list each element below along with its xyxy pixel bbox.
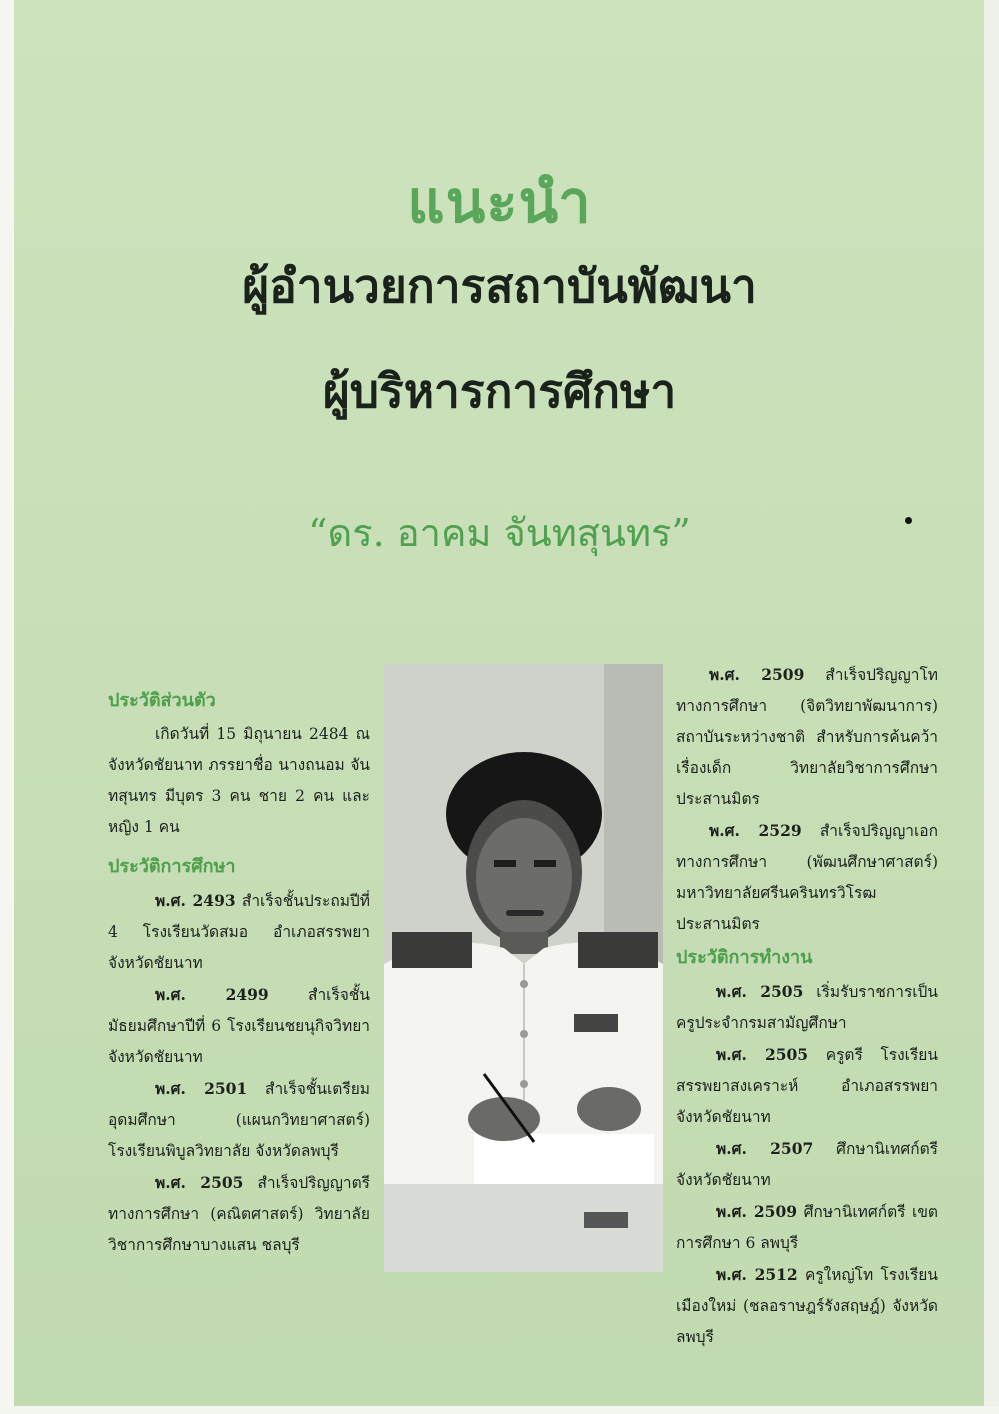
portrait-illustration bbox=[384, 664, 663, 1272]
work-text: ศึกษานิเทศก์ตรี เขตการศึกษา 6 ลพบุรี bbox=[676, 1203, 938, 1252]
personal-text: เกิดวันที่ 15 มิถุนายน 2484 ณ จังหวัดชัยนาท ภรรยาชื่อ นางถนอม จันทสุนทร มีบุตร 3 คน ชาย 2 คน และหญิง 1 คน bbox=[108, 725, 370, 836]
section-heading-work: ประวัติการทำงาน bbox=[676, 947, 813, 968]
education-year: พ.ศ. 2493 bbox=[155, 891, 236, 910]
education-year: พ.ศ. 2509 bbox=[709, 665, 805, 684]
work-year: พ.ศ. 2509 bbox=[716, 1202, 798, 1221]
portrait-photo bbox=[384, 664, 663, 1272]
work-item bbox=[676, 1039, 938, 1133]
work-text: ครูใหญ่โท โรงเรียนเมืองใหม่ (ชลอราษฎร์รังสฤษฎ์) จังหวัดลพบุรี bbox=[676, 1266, 938, 1346]
title-line-2: ผู้บริหารการศึกษา bbox=[322, 364, 677, 418]
work-item bbox=[676, 1259, 938, 1353]
right-column bbox=[676, 659, 938, 1353]
section-heading-education: ประวัติการศึกษา bbox=[108, 856, 236, 877]
work-text: เริ่มรับราชการเป็นครูประจำกรมสามัญศึกษา bbox=[676, 983, 938, 1032]
work-year: พ.ศ. 2507 bbox=[716, 1139, 814, 1158]
work-item bbox=[676, 1196, 938, 1259]
education-item bbox=[108, 1167, 370, 1261]
education-year: พ.ศ. 2529 bbox=[709, 821, 802, 840]
section-heading-personal: ประวัติส่วนตัว bbox=[108, 690, 216, 711]
education-item bbox=[108, 1073, 370, 1167]
education-year: พ.ศ. 2505 bbox=[155, 1173, 244, 1192]
education-text: สำเร็จปริญญาเอกทางการศึกษา (พัฒนศึกษาศาสตร์) มหาวิทยาลัยศรีนครินทรวิโรฒ ประสานมิตร bbox=[676, 822, 938, 933]
education-year: พ.ศ. 2501 bbox=[155, 1079, 248, 1098]
ink-dot bbox=[905, 517, 912, 524]
work-item bbox=[676, 1133, 938, 1196]
education-text: สำเร็จปริญญาตรีทางการศึกษา (คณิตศาสตร์) วิทยาลัยวิชาการศึกษาบางแสน ชลบุรี bbox=[108, 1174, 370, 1254]
title-line-1: ผู้อำนวยการสถาบันพัฒนา bbox=[242, 259, 757, 313]
work-year: พ.ศ. 2505 bbox=[716, 982, 804, 1001]
education-text: สำเร็จปริญญาโททางการศึกษา (จิตวิทยาพัฒนาการ) สถาบันระหว่างชาติ สำหรับการค้นคว้าเรื่องเด็ก วิทยาลัยวิชาการศึกษา ประสานมิตร bbox=[676, 666, 938, 808]
education-item bbox=[676, 815, 938, 940]
education-text: สำเร็จชั้นประถมปีที่ 4 โรงเรียนวัดสมอ อำเภอสรรพยา จังหวัดชัยนาท bbox=[108, 892, 370, 972]
page-bottom-margin bbox=[0, 1406, 999, 1414]
education-item bbox=[108, 979, 370, 1073]
heading: แนะนำ bbox=[407, 168, 592, 236]
work-item bbox=[676, 976, 938, 1039]
work-year: พ.ศ. 2512 bbox=[716, 1265, 798, 1284]
education-item bbox=[108, 885, 370, 979]
education-text: สำเร็จชั้นมัธยมศึกษาปีที่ 6 โรงเรียนชยนุกิจวิทยา จังหวัดชัยนาท bbox=[108, 986, 370, 1066]
left-column bbox=[108, 683, 370, 1261]
person-name: “ดร. อาคม จันทสุนทร” bbox=[308, 511, 691, 555]
education-item bbox=[676, 659, 938, 815]
work-text: ครูตรี โรงเรียนสรรพยาสงเคราะห์ อำเภอสรรพยา จังหวัดชัยนาท bbox=[676, 1046, 938, 1126]
work-text: ศึกษานิเทศก์ตรี จังหวัดชัยนาท bbox=[676, 1140, 938, 1189]
work-year: พ.ศ. 2505 bbox=[716, 1045, 809, 1064]
education-text: สำเร็จชั้นเตรียมอุดมศึกษา (แผนกวิทยาศาสตร์) โรงเรียนพิบูลวิทยาลัย จังหวัดลพบุรี bbox=[108, 1080, 370, 1160]
education-year: พ.ศ. 2499 bbox=[155, 985, 269, 1004]
